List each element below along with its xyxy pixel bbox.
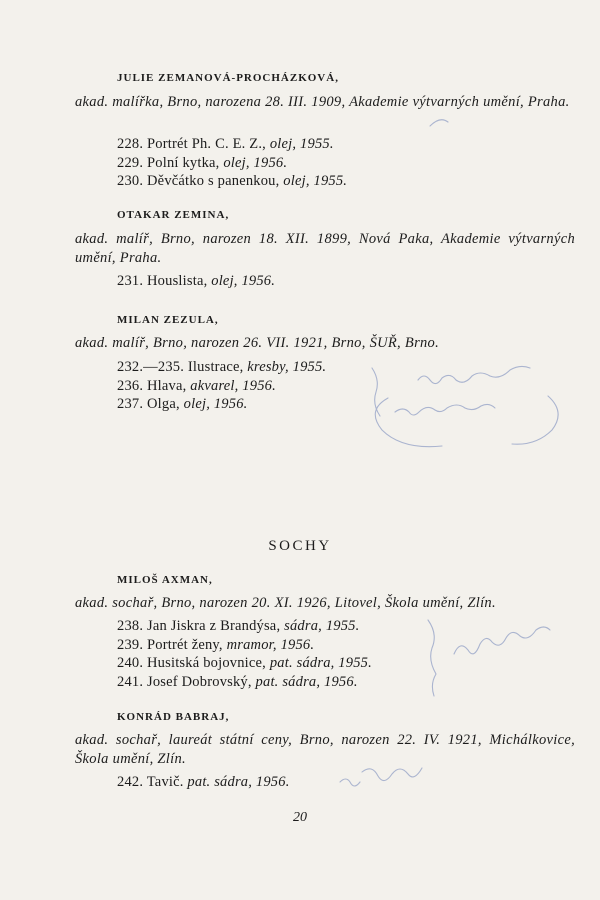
work-number: 237. (117, 396, 144, 412)
artist-name: OTAKAR ZEMINA, (117, 209, 230, 221)
artist-name: MILOŠ AXMAN, (117, 574, 213, 586)
work-title: Olga, (147, 396, 180, 412)
work-medium: kresby, (247, 359, 289, 375)
pencil-paren-mark (375, 398, 442, 447)
work-title: Polní kytka, (147, 154, 220, 171)
artist-bio: akad. sochař, laureát státní ceny, Brno, narozen 22. IV. 1921, Michálkovice, Škola umění, Zlín. (75, 732, 575, 767)
work-title: Portrét Ph. C. E. Z., (147, 136, 267, 152)
artist-bio: akad. malíř, Brno, narozen 18. XII. 1899, Nová Paka, Akademie výtvarných umění, Praha. (75, 231, 575, 266)
work-year: 1955. (292, 359, 327, 375)
work-title: Husitská bojovnice, (147, 655, 266, 671)
artist-bio: akad. malíř, Brno, narozen 26. VII. 1921, Brno, ŠUŘ, Brno. (75, 335, 440, 351)
work-title: Hlava, (147, 377, 187, 394)
work-number: 228. (117, 136, 144, 152)
work-medium: olej, (211, 273, 238, 289)
section-title: SOCHY (268, 538, 332, 554)
work-year: 1955. (300, 136, 334, 152)
work-year: 1956. (324, 673, 358, 690)
work-title: Josef Dobrovský, (147, 673, 252, 690)
artist-name: KONRÁD BABRAJ, (117, 711, 230, 723)
work-year: 1956. (213, 396, 248, 412)
pencil-bracket-mark (428, 620, 436, 696)
work-year: 1956. (280, 636, 315, 653)
work-number: 240. (117, 655, 144, 671)
work-medium: olej, (183, 396, 211, 412)
artist-name: JULIE ZEMANOVÁ-PROCHÁZKOVÁ, (117, 72, 339, 84)
work-number: 239. (117, 636, 144, 653)
work-medium: mramor, (226, 636, 277, 653)
work-medium: pat. sádra, (269, 655, 335, 671)
page-number: 20 (293, 810, 307, 825)
work-number: 229. (117, 154, 144, 171)
work-year: 1956. (255, 774, 290, 790)
work-title: Děvčátko s panenkou, (147, 173, 280, 189)
artist-bio: akad. sochař, Brno, narozen 20. XI. 1926, Litovel, Škola umění, Zlín. (75, 595, 496, 611)
work-medium: olej, (269, 136, 297, 152)
work-year: 1956. (241, 273, 276, 289)
work-medium: olej, (223, 154, 250, 171)
pencil-scribble-mark (418, 366, 530, 383)
work-number: 242. (117, 774, 144, 790)
work-year: 1955. (325, 618, 360, 634)
pencil-scribble-mark (454, 627, 550, 654)
work-number: 232.—235. (117, 359, 185, 375)
pencil-scribble-mark (430, 120, 448, 126)
work-number: 236. (117, 377, 144, 394)
pencil-paren-mark (512, 396, 558, 444)
work-number: 231. (117, 273, 144, 289)
work-medium: olej, (283, 173, 310, 189)
work-medium: pat. sádra, (255, 673, 321, 690)
artist-bio: akad. malířka, Brno, narozena 28. III. 1909, Akademie výtvarných umění, Praha. (75, 94, 570, 110)
work-title: Portrét ženy, (147, 636, 223, 653)
work-number: 238. (117, 618, 144, 634)
work-medium: sádra, (284, 618, 322, 634)
artist-name: MILAN ZEZULA, (117, 314, 219, 326)
work-number: 230. (117, 173, 144, 189)
work-year: 1956. (242, 377, 276, 394)
work-year: 1955. (338, 655, 372, 671)
work-title: Jan Jiskra z Brandýsa, (147, 618, 281, 634)
work-medium: pat. sádra, (187, 774, 253, 790)
work-title: Houslista, (147, 273, 208, 289)
pencil-scribble-mark (340, 768, 422, 786)
work-medium: akvarel, (190, 377, 239, 394)
work-year: 1956. (253, 154, 288, 171)
pencil-scribble-mark (395, 404, 495, 415)
work-title: Tavič. (146, 774, 184, 790)
work-title: Ilustrace, (187, 359, 244, 375)
work-number: 241. (117, 673, 144, 690)
work-year: 1955. (313, 173, 348, 189)
